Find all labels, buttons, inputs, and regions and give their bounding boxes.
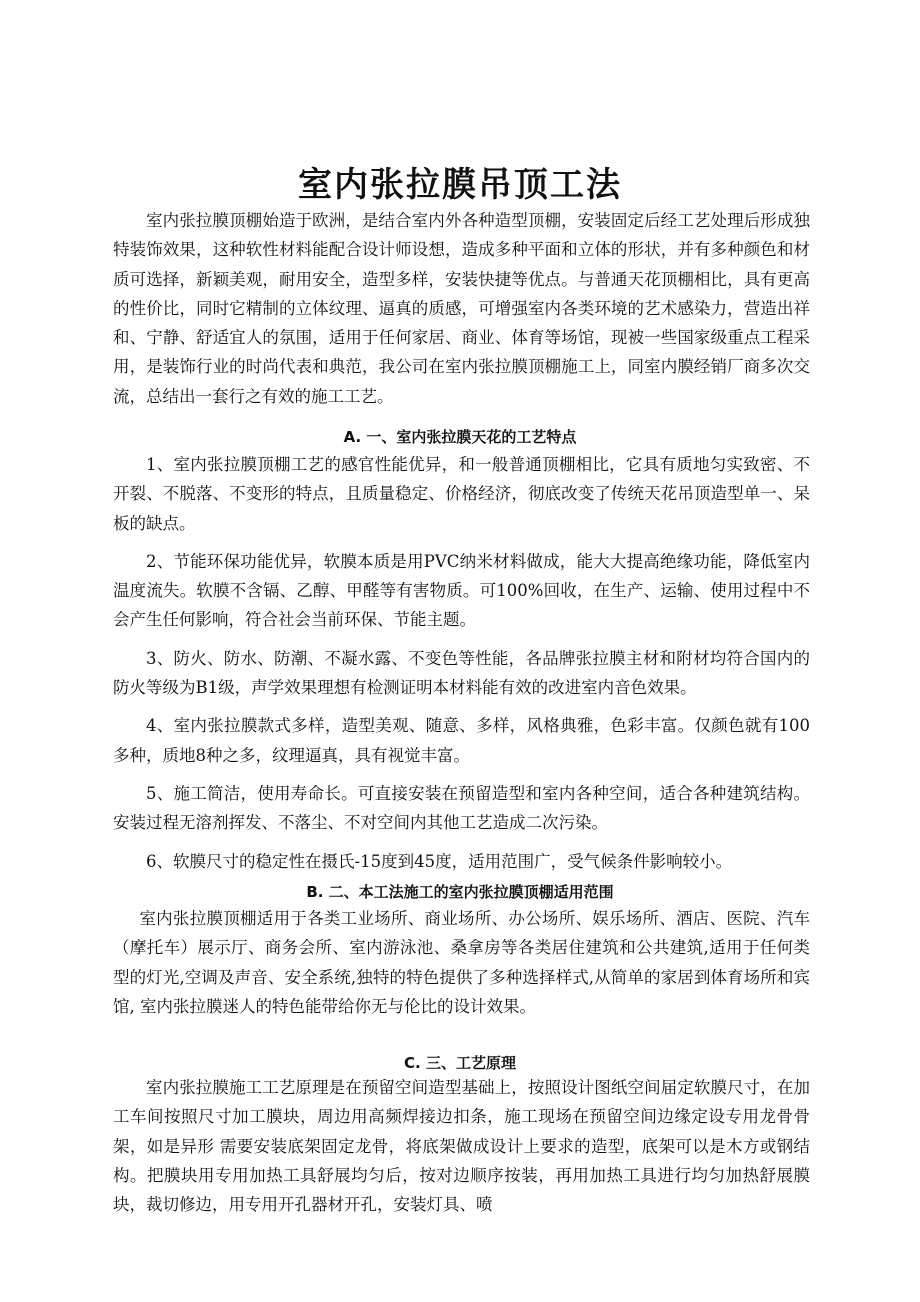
section-b-heading: B. 二、本工法施工的室内张拉膜顶棚适用范围: [306, 883, 614, 901]
section-c-paragraph: 室内张拉膜施工工艺原理是在预留空间造型基础上，按照设计图纸空间届定软膜尺寸，在加工车间按照尺寸加工膜块，周边用高频焊接边扣条，施工现场在预留空间边缘定设专用龙骨骨架，如是异形 需要安装底架固定龙骨，将底架做成设计上要求的造型，底架可以是木方或钢结构。把膜块用专用加热工具舒展均匀后，按对边顺序按装，再用加热工具进行均匀加热舒展膜块，裁切修边，用专用开孔器材开孔，安装灯具、喷: [113, 1078, 810, 1215]
list-item: 2、节能环保功能优异，软膜本质是用PVC纳米材料做成，能大大提高绝缘功能，降低室内温度流失。软膜不含镉、乙醇、甲醛等有害物质。可100%回收，在生产、运输、使用过程中不会产生任何影响，符合社会当前环保、节能主题。: [113, 551, 810, 630]
list-item: 1、室内张拉膜顶棚工艺的感官性能优异，和一般普通顶棚相比，它具有质地匀实致密、不开裂、不脱落、不变形的特点，且质量稳定、价格经济，彻底改变了传统天花吊顶造型单一、呆板的缺点。: [113, 455, 810, 533]
list-item: 4、室内张拉膜款式多样，造型美观、随意、多样，风格典雅，色彩丰富。仅颜色就有100多种，质地8种之多，纹理逼真，具有视觉丰富。: [113, 716, 810, 765]
list-item: 3、防火、防水、防潮、不凝水露、不变色等性能，各品牌张拉膜主材和附材均符合国内的防火等级为B1级，声学效果理想有检测证明本材料能有效的改进室内音色效果。: [113, 648, 810, 698]
intro-paragraph: 室内张拉膜顶棚始造于欧洲，是结合室内外各种造型顶棚，安装固定后经工艺处理后形成独特装饰效果，这种软性材料能配合设计师设想，造成多种平面和立体的形状，并有多种颜色和材质可选择，新颖美观，耐用安全，造型多样，安装快捷等优点。与普通天花顶棚相比，具有更高的性价比，同时它精制的立体纹理、逼真的质感，可增强室内各类环境的艺术感染力，营造出祥和、宁静、舒适宜人的氛围，适用于任何家居、商业、体育等场馆，现被一些国家级重点工程采用，是装饰行业的时尚代表和典范，我公司在室内张拉膜顶棚施工上，同室内膜经销厂商多次交流，总结出一套行之有效的施工工艺。: [113, 211, 810, 406]
section-c-heading: C. 三、工艺原理: [404, 1054, 516, 1072]
section-a-list: [113, 450, 810, 885]
section-b-block: [113, 904, 810, 1021]
list-item: 6、软膜尺寸的稳定性在摄氏-15度到45度，适用范围广，受气候条件影响较小。: [146, 851, 733, 871]
section-b-paragraph: 室内张拉膜顶棚适用于各类工业场所、商业场所、办公场所、娱乐场所、酒店、医院、汽车（摩托车）展示厅、商务会所、室内游泳池、桑拿房等各类居住建筑和公共建筑,适用于任何类型的灯光,空调及声音、安全系统,独特的特色提供了多种选择样式,从简单的家居到体育场所和宾馆, 室内张拉膜迷人的特色能带给你无与伦比的设计效果。: [113, 909, 810, 1016]
page-title: 室内张拉膜吊顶工法: [298, 165, 622, 205]
list-item: 5、施工简洁，使用寿命长。可直接安装在预留造型和室内各种空间，适合各种建筑结构。安装过程无溶剂挥发、不落尘、不对空间内其他工艺造成二次污染。: [113, 783, 810, 833]
section-a-heading: A. 一、室内张拉膜天花的工艺特点: [343, 428, 577, 446]
section-c-block: [113, 1073, 810, 1219]
intro-block: [113, 206, 810, 411]
